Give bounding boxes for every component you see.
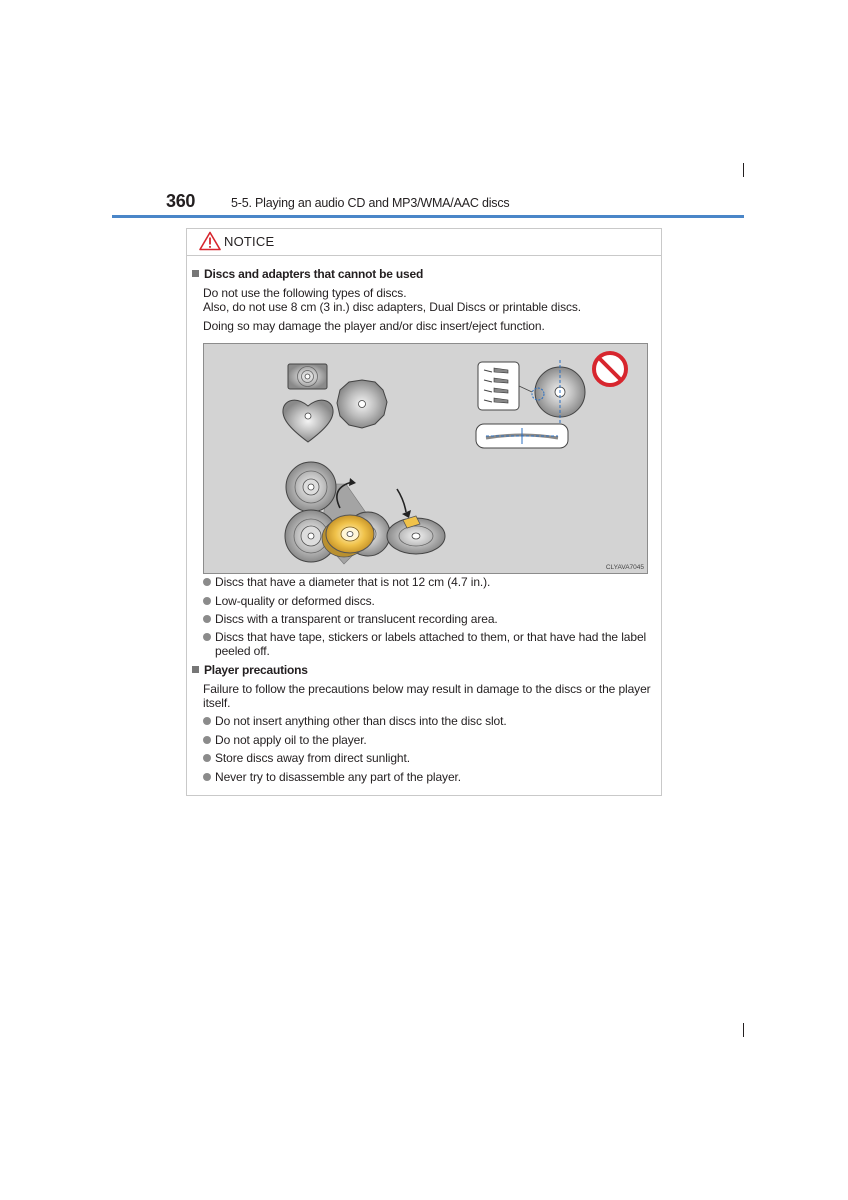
bullet-dot	[203, 578, 211, 586]
bullet-item	[203, 770, 658, 784]
unusable-discs-illustration	[203, 343, 648, 574]
bullet-item	[203, 751, 658, 765]
disc-with-sticker	[387, 489, 445, 554]
heading-square-marker	[192, 270, 199, 277]
bullet-dot	[203, 754, 211, 762]
square-disc	[288, 364, 327, 389]
bullet-dot	[203, 717, 211, 725]
discs-illustration-svg	[204, 344, 649, 575]
bullet-item	[203, 594, 658, 608]
heading-square-marker	[192, 666, 199, 673]
section-title: 5-5. Playing an audio CD and MP3/WMA/AAC discs	[231, 196, 510, 210]
heart-shaped-disc	[283, 400, 333, 442]
header-rule	[112, 215, 744, 218]
bullet-dot	[203, 615, 211, 623]
paragraph: Do not use the following types of discs.	[203, 286, 407, 300]
notice-label: NOTICE	[224, 234, 275, 249]
bullet-item	[203, 612, 658, 626]
section-heading-discs-adapters	[192, 267, 423, 281]
bullet-text: Discs with a transparent or translucent recording area.	[215, 612, 498, 626]
paragraph: Failure to follow the precautions below may result in damage to the discs or the player itself.	[203, 682, 651, 710]
section-heading-text: Discs and adapters that cannot be used	[204, 267, 424, 281]
bullet-dot	[203, 597, 211, 605]
notice-box	[186, 228, 662, 796]
warning-triangle-icon	[199, 231, 221, 251]
bullet-dot	[203, 633, 211, 641]
polygon-disc	[337, 380, 387, 428]
bullet-text: Do not apply oil to the player.	[215, 733, 367, 747]
crop-mark-top-right	[743, 163, 744, 177]
bullet-dot	[203, 736, 211, 744]
notice-header	[187, 229, 661, 256]
paragraph: Also, do not use 8 cm (3 in.) disc adapters, Dual Discs or printable discs.	[203, 300, 582, 314]
bullet-text: Never try to disassemble any part of the player.	[215, 770, 461, 784]
page-number: 360	[166, 191, 196, 211]
paragraph: Doing so may damage the player and/or disc insert/eject function.	[203, 319, 545, 333]
bullet-text: Discs that have a diameter that is not 12 cm (4.7 in.).	[215, 575, 491, 589]
bullet-item	[203, 575, 658, 589]
bullet-dot	[203, 773, 211, 781]
no-entry-icon	[594, 353, 626, 385]
page-header	[0, 188, 848, 220]
bullet-text: Do not insert anything other than discs into the disc slot.	[215, 714, 507, 728]
low-quality-disc-with-edge-detail	[476, 360, 585, 448]
bullet-item	[203, 714, 658, 728]
section-heading-text: Player precautions	[204, 663, 308, 677]
bullet-item	[203, 733, 658, 747]
figure-code: CLYAVA7045	[605, 564, 644, 571]
bullet-text: Discs that have tape, stickers or labels attached to them, or that have had the label peeled off.	[215, 630, 647, 658]
section-heading-player-precautions	[192, 663, 308, 677]
bullet-text: Store discs away from direct sunlight.	[215, 751, 410, 765]
bullet-item	[203, 630, 658, 658]
crop-mark-bottom-right	[743, 1023, 744, 1037]
bullet-text: Low-quality or deformed discs.	[215, 594, 375, 608]
